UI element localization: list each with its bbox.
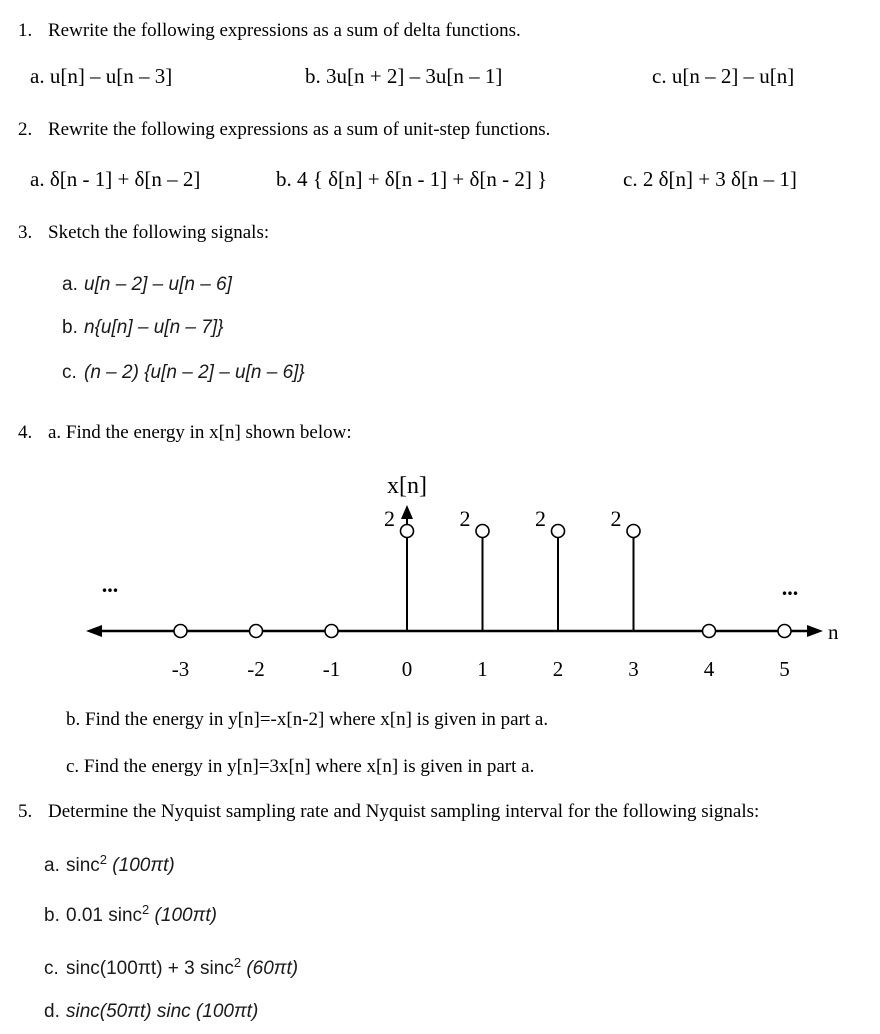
- q3-item-a-label: a.: [62, 274, 78, 295]
- q3-item-b-label: b.: [62, 317, 78, 338]
- q4-number: 4.: [18, 422, 33, 443]
- q1-part-c: c. u[n – 2] – u[n]: [652, 64, 795, 88]
- right-ellipsis: ...: [781, 575, 799, 600]
- q5-item-c-sup: 2: [233, 955, 242, 970]
- q3-item-c-expr: (n – 2) {u[n – 2] – u[n – 6]}: [84, 362, 305, 383]
- q1-part-a: a. u[n] – u[n – 3]: [30, 64, 173, 88]
- q2-number: 2.: [18, 119, 33, 140]
- x-axis-right-arrow: [807, 625, 823, 637]
- stem-layer: [86, 473, 839, 681]
- tick-label-n-2: -2: [247, 657, 265, 681]
- tick-label-n0: 0: [401, 657, 413, 681]
- value-label-n1: 2: [459, 506, 471, 531]
- q5-item-b-post: (100πt): [149, 905, 217, 926]
- q5-item-a-sup: 2: [99, 852, 108, 867]
- q2-part-b: b. 4 { δ[n] + δ[n - 1] + δ[n - 2] }: [276, 167, 548, 191]
- tick-label-n-1: -1: [322, 657, 341, 681]
- q4-text: a. Find the energy in x[n] shown below:: [48, 422, 352, 443]
- stem-marker-n-2: [250, 625, 263, 638]
- tick-label-n3: 3: [628, 657, 639, 681]
- q5-item-a: [44, 852, 175, 877]
- q5-item-c: [44, 955, 299, 980]
- q5-item-b-sup: 2: [142, 902, 150, 917]
- y-axis-arrow: [401, 505, 413, 519]
- q5-item-d-expr: sinc(50πt) sinc (100πt): [66, 1001, 259, 1022]
- q2-part-a: a. δ[n - 1] + δ[n – 2]: [30, 167, 201, 191]
- x-axis-label: n: [828, 620, 839, 644]
- stem-marker-n0: [401, 525, 414, 538]
- q5-item-c-pre: sinc(100πt) + 3 sinc: [66, 958, 234, 979]
- tick-label-n2: 2: [552, 657, 564, 681]
- q3-text: Sketch the following signals:: [48, 222, 270, 243]
- value-label-n3: 2: [610, 506, 622, 531]
- q3-item-c-label: c.: [62, 362, 77, 383]
- q5-item-b-label: b.: [44, 905, 60, 926]
- value-label-n2: 2: [535, 506, 546, 531]
- q1-part-b: b. 3u[n + 2] – 3u[n – 1]: [305, 64, 503, 88]
- value-label-n0: 2: [384, 506, 395, 531]
- q2-text: Rewrite the following expressions as a sum of unit-step functions.: [48, 119, 551, 140]
- stem-marker-n1: [476, 525, 489, 538]
- left-ellipsis: ...: [101, 572, 119, 597]
- tick-label-n-3: -3: [171, 657, 190, 681]
- q3-item-b-expr: n{u[n] – u[n – 7]}: [84, 317, 224, 338]
- q5-item-a-label: a.: [44, 855, 60, 876]
- q1-text: Rewrite the following expressions as a sum of delta functions.: [48, 20, 521, 41]
- q3-number: 3.: [18, 222, 33, 243]
- stem-marker-n-1: [325, 625, 338, 638]
- q4-part-b: b. Find the energy in y[n]=-x[n-2] where x[n] is given in part a.: [66, 709, 549, 730]
- q5-item-a-post: (100πt): [107, 855, 175, 876]
- q2-part-c: c. 2 δ[n] + 3 δ[n – 1]: [623, 167, 797, 191]
- q5-text: Determine the Nyquist sampling rate and Nyquist sampling interval for the following signals:: [48, 801, 760, 822]
- tick-label-n1: 1: [477, 657, 488, 681]
- stem-marker-n2: [552, 525, 565, 538]
- q5-prompt: [18, 801, 759, 823]
- q5-item-b-pre: 0.01 sinc: [66, 905, 143, 926]
- q5-item-a-pre: sinc: [66, 855, 100, 876]
- tick-label-n4: 4: [703, 657, 715, 681]
- stem-marker-n3: [627, 525, 640, 538]
- x-axis-left-arrow: [86, 625, 102, 637]
- q3-item-a-expr: u[n – 2] – u[n – 6]: [84, 274, 232, 295]
- stem-marker-n5: [778, 625, 791, 638]
- q5-item-c-post: (60πt): [241, 958, 299, 979]
- q5-item-c-label: c.: [44, 958, 59, 979]
- q5-item-d-label: d.: [44, 1001, 60, 1022]
- q1-number: 1.: [18, 20, 33, 41]
- q5-number: 5.: [18, 801, 33, 822]
- q5-item-d: [44, 1001, 258, 1023]
- stem-marker-n4: [703, 625, 716, 638]
- q5-item-b: [44, 902, 217, 927]
- q4-part-c: c. Find the energy in y[n]=3x[n] where x[n] is given in part a.: [66, 756, 535, 777]
- plot-title: x[n]: [387, 473, 427, 499]
- stem-marker-n-3: [174, 625, 187, 638]
- tick-label-n5: 5: [779, 657, 790, 681]
